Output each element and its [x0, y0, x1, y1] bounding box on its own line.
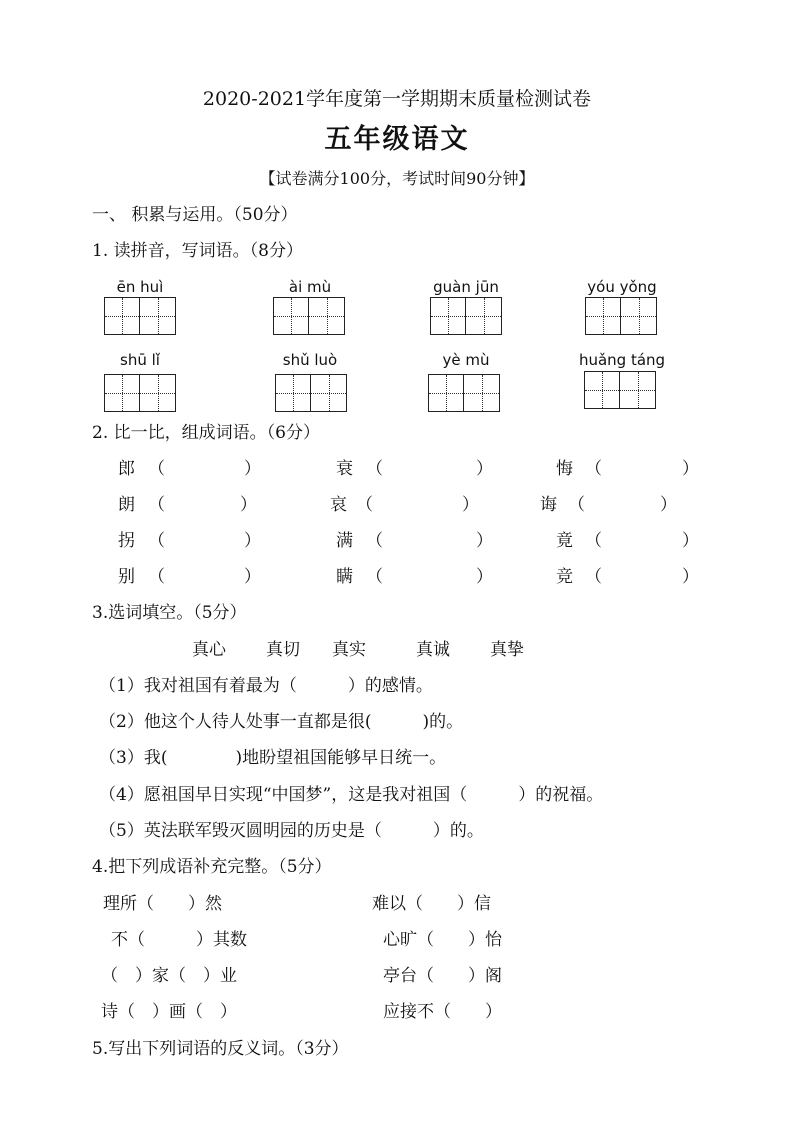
compare-char: 悔: [556, 459, 573, 479]
answer-blank[interactable]: （: [366, 459, 383, 479]
pinyin-label: shū lǐ: [120, 351, 160, 369]
idiom-item[interactable]: 难以（ ）信: [372, 894, 491, 914]
compare-char: 哀: [330, 495, 347, 515]
compare-char: 竞: [556, 567, 573, 587]
pinyin-label: huǎng táng: [578, 351, 666, 369]
tianzige-box[interactable]: [585, 297, 657, 335]
pinyin-label: ēn huì: [116, 278, 164, 296]
tianzige-box[interactable]: [104, 374, 176, 412]
compare-char: 满: [336, 531, 353, 551]
q3-heading: 3.选词填空。（5分）: [92, 603, 247, 623]
tianzige-box[interactable]: [275, 374, 347, 412]
compare-char: 郎: [118, 459, 135, 479]
answer-blank[interactable]: （: [568, 495, 585, 515]
idiom-item[interactable]: 心旷（ ）怡: [383, 930, 502, 950]
fill-blank-item[interactable]: （3）我( )地盼望祖国能够早日统一。: [99, 748, 447, 768]
answer-blank[interactable]: （: [585, 459, 602, 479]
word-option: 真心: [192, 640, 226, 660]
fill-blank-item[interactable]: （5）英法联军毁灭圆明园的历史是（ ）的。: [99, 821, 484, 841]
answer-blank[interactable]: （: [148, 459, 165, 479]
paren-close: ）: [240, 495, 257, 515]
answer-blank[interactable]: （: [148, 531, 165, 551]
paren-close: ）: [476, 567, 493, 587]
paren-close: ）: [682, 531, 699, 551]
answer-blank[interactable]: （: [148, 567, 165, 587]
compare-char: 拐: [118, 531, 135, 551]
answer-blank[interactable]: （: [366, 531, 383, 551]
compare-char: 衰: [336, 459, 353, 479]
pinyin-label: yè mù: [442, 351, 490, 369]
paren-close: ）: [476, 459, 493, 479]
compare-char: 别: [118, 567, 135, 587]
compare-char: 竟: [556, 531, 573, 551]
part1-heading: 一、 积累与运用。（50分）: [92, 205, 298, 225]
tianzige-box[interactable]: [104, 297, 176, 335]
q2-heading: 2. 比一比，组成词语。（6分）: [92, 423, 320, 443]
word-option: 真实: [332, 640, 366, 660]
fill-blank-item[interactable]: （4）愿祖国早日实现“中国梦”，这是我对祖国（ ）的祝福。: [99, 785, 604, 805]
idiom-item[interactable]: 理所（ ）然: [103, 894, 222, 914]
pinyin-label: shǔ luò: [282, 351, 338, 369]
answer-blank[interactable]: （: [148, 495, 165, 515]
q1-heading: 1. 读拼音，写词语。（8分）: [92, 241, 303, 261]
word-option: 真切: [266, 640, 300, 660]
answer-blank[interactable]: （: [585, 567, 602, 587]
tianzige-box[interactable]: [584, 371, 656, 409]
paren-close: ）: [476, 531, 493, 551]
paren-close: ）: [244, 567, 261, 587]
idiom-item[interactable]: （ ）家（ ）业: [101, 966, 237, 986]
compare-char: 瞒: [336, 567, 353, 587]
paren-close: ）: [244, 531, 261, 551]
paren-close: ）: [682, 567, 699, 587]
subject-title: 五年级语文: [324, 124, 470, 155]
answer-blank[interactable]: （: [585, 531, 602, 551]
exam-info: 【试卷满分100分，考试时间90分钟】: [259, 169, 535, 188]
tianzige-box[interactable]: [428, 374, 500, 412]
word-option: 真诚: [416, 640, 450, 660]
answer-blank[interactable]: （: [366, 567, 383, 587]
word-option: 真挚: [490, 640, 524, 660]
idiom-item[interactable]: 应接不（ ）: [383, 1002, 502, 1022]
exam-title: 2020-2021学年度第一学期期末质量检测试卷: [202, 88, 592, 110]
compare-char: 诲: [540, 495, 557, 515]
paren-close: ）: [244, 459, 261, 479]
fill-blank-item[interactable]: （1）我对祖国有着最为（ ）的感情。: [99, 676, 433, 696]
tianzige-box[interactable]: [430, 297, 502, 335]
idiom-item[interactable]: 亭台（ ）阁: [383, 966, 502, 986]
pinyin-label: ài mù: [288, 278, 332, 296]
tianzige-box[interactable]: [273, 297, 345, 335]
paren-close: ）: [682, 459, 699, 479]
pinyin-label: guàn jūn: [433, 278, 499, 296]
q5-heading: 5.写出下列词语的反义词。（3分）: [92, 1039, 349, 1059]
q4-heading: 4.把下列成语补充完整。（5分）: [92, 857, 332, 877]
pinyin-label: yóu yǒng: [587, 278, 657, 296]
idiom-item[interactable]: 诗（ ）画（ ）: [101, 1002, 237, 1022]
paren-close: ）: [660, 495, 677, 515]
idiom-item[interactable]: 不（ ）其数: [111, 930, 247, 950]
compare-char: 朗: [118, 495, 135, 515]
paren-close: ）: [462, 495, 479, 515]
answer-blank[interactable]: （: [356, 495, 373, 515]
fill-blank-item[interactable]: （2）他这个人待人处事一直都是很( )的。: [99, 712, 464, 732]
